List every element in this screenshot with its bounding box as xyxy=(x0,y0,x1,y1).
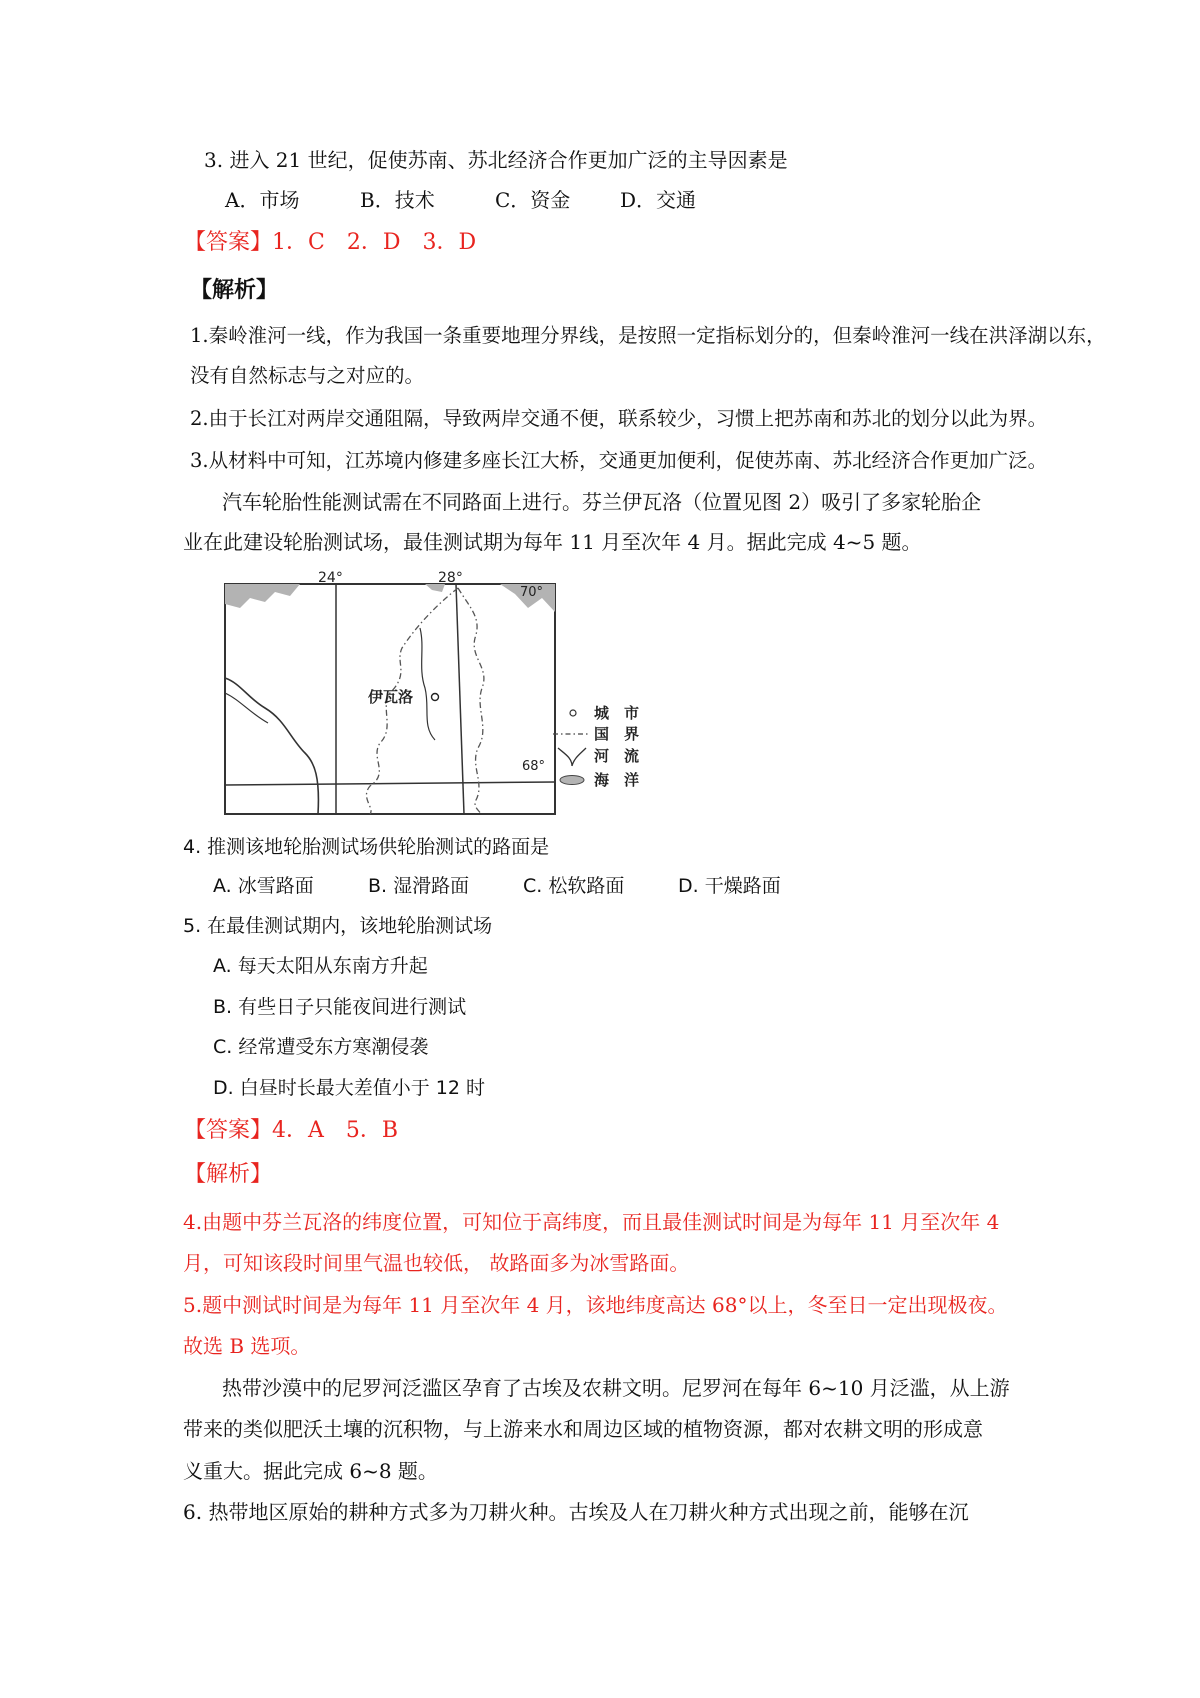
intro-4-5-line-1: 汽车轮胎性能测试需在不同路面上进行。芬兰伊瓦洛（位置见图 2）吸引了多家轮胎企 xyxy=(222,490,982,514)
option-d: D．交通 xyxy=(620,188,697,212)
national-border-east xyxy=(458,588,484,814)
city-dot-icon xyxy=(570,710,576,716)
map-figure xyxy=(220,568,680,818)
intro-6-8-line-2: 带来的类似肥沃土壤的沉积物，与上游来水和周边区域的植物资源，都对农耕文明的形成意 xyxy=(183,1417,983,1441)
legend-river-text: 河 流 xyxy=(594,747,640,765)
option-a: A. 冰雪路面 xyxy=(213,875,314,897)
analysis-2-line-4: 故选 B 选项。 xyxy=(183,1334,311,1358)
intro-4-5-line-2: 业在此建设轮胎测试场，最佳测试期为每年 11 月至次年 4 月。据此完成 4~5 题。 xyxy=(183,530,922,554)
option-b: B. 湿滑路面 xyxy=(368,875,470,897)
question-6-stem: 6. 热带地区原始的耕种方式多为刀耕火种。古埃及人在刀耕火种方式出现之前，能够在沉 xyxy=(183,1500,969,1524)
intro-6-8-line-1: 热带沙漠中的尼罗河泛滥区孕育了古埃及农耕文明。尼罗河在每年 6~10 月泛滥，从上游 xyxy=(222,1376,1010,1400)
analysis-2-line-1: 4.由题中芬兰瓦洛的纬度位置，可知位于高纬度，而且最佳测试时间是为每年 11 月至次年 4 xyxy=(183,1210,1000,1234)
option-d: D. 干燥路面 xyxy=(678,875,781,897)
meridian-28 xyxy=(456,584,464,814)
parallel-68 xyxy=(225,782,555,785)
analysis-2-line-2: 月，可知该段时间里气温也较低， 故路面多为冰雪路面。 xyxy=(183,1251,690,1275)
legend-sea-text: 海 洋 xyxy=(594,771,640,789)
question-5-option-a: A. 每天太阳从东南方升起 xyxy=(213,955,428,977)
river-west-branch xyxy=(225,693,268,723)
label-lon-24: 24° xyxy=(318,570,343,586)
answer-1-3: 【答案】1．C 2．D 3．D xyxy=(184,230,477,255)
answer-4-5: 【答案】4．A 5．B xyxy=(184,1118,399,1143)
question-5-stem: 5. 在最佳测试期内，该地轮胎测试场 xyxy=(183,915,493,937)
intro-6-8-line-3: 义重大。据此完成 6~8 题。 xyxy=(183,1459,438,1483)
label-lon-28: 28° xyxy=(438,570,463,586)
option-c: C. 松软路面 xyxy=(523,875,625,897)
analysis-1-line-2: 没有自然标志与之对应的。 xyxy=(190,364,425,387)
city-name-ivalo: 伊瓦洛 xyxy=(368,688,414,706)
label-lat-68: 68° xyxy=(522,759,546,774)
question-4-options xyxy=(213,872,781,900)
analysis-1-line-3: 2.由于长江对两岸交通阻隔，导致两岸交通不便，联系较少，习惯上把苏南和苏北的划分以此为界。 xyxy=(190,407,1048,430)
question-3-stem: 3. 进入 21 世纪，促使苏南、苏北经济合作更加广泛的主导因素是 xyxy=(204,148,788,172)
analysis-1-line-4: 3.从材料中可知，江苏境内修建多座长江大桥，交通更加便利，促使苏南、苏北经济合作更加广泛。 xyxy=(190,449,1048,472)
ivalo-map xyxy=(220,568,680,818)
analysis-2-heading: 【解析】 xyxy=(184,1162,273,1187)
analysis-2-line-3: 5.题中测试时间是为每年 11 月至次年 4 月，该地纬度高达 68°以上，冬至日一定出现极夜。 xyxy=(183,1293,1008,1317)
question-3-options xyxy=(225,186,696,214)
river-west xyxy=(225,678,318,814)
label-lat-70: 70° xyxy=(520,585,544,600)
option-b: B．技术 xyxy=(360,188,435,212)
option-c: C．资金 xyxy=(495,188,571,212)
analysis-1-heading: 【解析】 xyxy=(190,277,279,303)
legend-border-text: 国 界 xyxy=(594,725,640,743)
river-icon xyxy=(558,748,586,766)
question-5-option-b: B. 有些日子只能夜间进行测试 xyxy=(213,996,467,1018)
sea-icon xyxy=(560,776,584,785)
river-central xyxy=(420,628,435,740)
question-5-option-d: D. 白昼时长最大差值小于 12 时 xyxy=(213,1077,485,1099)
question-5-option-c: C. 经常遭受东方寒潮侵袭 xyxy=(213,1036,429,1058)
analysis-1-line-1: 1.秦岭淮河一线，作为我国一条重要地理分界线，是按照一定指标划分的，但秦岭淮河一线在洪泽湖以东， xyxy=(190,324,1106,347)
legend-city-text: 城 市 xyxy=(594,704,640,722)
option-a: A．市场 xyxy=(225,188,300,212)
question-4-stem: 4. 推测该地轮胎测试场供轮胎测试的路面是 xyxy=(183,836,550,858)
city-dot-icon xyxy=(432,694,439,701)
sea-area-west xyxy=(225,584,300,608)
